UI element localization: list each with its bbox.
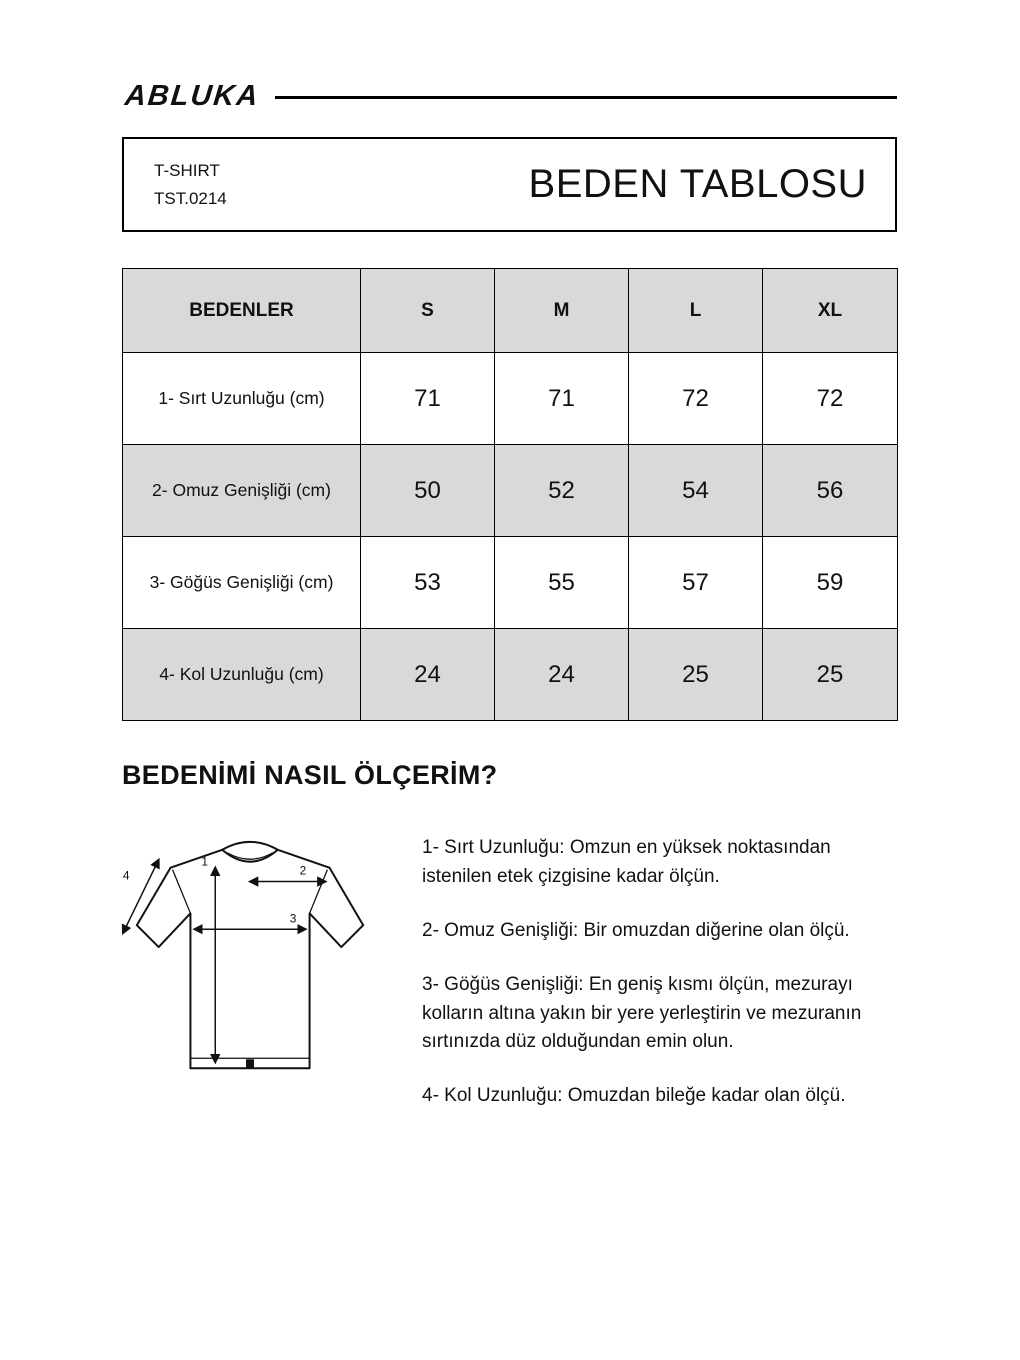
table-row <box>123 629 898 721</box>
header-cell-s: S <box>361 269 495 353</box>
table-row <box>123 445 898 537</box>
title-box <box>122 137 897 232</box>
logo-divider-line <box>275 96 897 99</box>
measurement-label: 2- Omuz Genişliği (cm) <box>123 445 361 537</box>
size-value: 57 <box>629 537 763 629</box>
size-value: 54 <box>629 445 763 537</box>
brand-logo: ABLUKA <box>123 80 262 112</box>
product-info <box>124 157 227 211</box>
size-value: 72 <box>763 353 898 445</box>
size-table <box>122 268 898 721</box>
brand-header <box>125 80 897 113</box>
header-cell-xl: XL <box>763 269 898 353</box>
product-type: T-SHIRT <box>154 161 220 181</box>
measurement-instructions <box>422 834 900 1136</box>
size-value: 71 <box>361 353 495 445</box>
instruction-chest-width: 3- Göğüs Genişliği: En geniş kısmı ölçün, mezurayı kolların altına yakın bir yere yerleştirin ve mezuranın sırtınızda düz olduğundan emin olun. <box>422 973 862 1053</box>
size-value: 59 <box>763 537 898 629</box>
diagram-label-4: 4 <box>122 868 130 883</box>
how-to-heading: BEDENİMİ NASIL ÖLÇERİM? <box>122 760 498 790</box>
size-value: 55 <box>495 537 629 629</box>
table-row <box>123 537 898 629</box>
tshirt-outline <box>137 842 363 1068</box>
size-table-header-row <box>123 269 898 353</box>
size-value: 52 <box>495 445 629 537</box>
size-value: 53 <box>361 537 495 629</box>
measurement-label: 1- Sırt Uzunluğu (cm) <box>123 353 361 445</box>
diagram-label-2: 2 <box>299 863 307 878</box>
header-cell-bedenler: BEDENLER <box>123 269 361 353</box>
tshirt-diagram-svg <box>100 818 400 1096</box>
instruction-back-length: 1- Sırt Uzunluğu: Omzun en yüksek noktasından istenilen etek çizgisine kadar ölçün. <box>422 837 831 887</box>
page-title: BEDEN TABLOSU <box>528 162 867 206</box>
size-value: 72 <box>629 353 763 445</box>
measurement-label: 3- Göğüs Genişliği (cm) <box>123 537 361 629</box>
header-cell-m: M <box>495 269 629 353</box>
table-row <box>123 353 898 445</box>
instruction-shoulder-width: 2- Omuz Genişliği: Bir omuzdan diğerine olan ölçü. <box>422 919 850 941</box>
tshirt-diagram <box>100 818 400 1096</box>
size-value: 24 <box>361 629 495 721</box>
size-value: 24 <box>495 629 629 721</box>
header-cell-l: L <box>629 269 763 353</box>
size-value: 25 <box>629 629 763 721</box>
hem-tag <box>246 1059 254 1068</box>
size-value: 56 <box>763 445 898 537</box>
size-value: 25 <box>763 629 898 721</box>
size-value: 71 <box>495 353 629 445</box>
measurement-label: 4- Kol Uzunluğu (cm) <box>123 629 361 721</box>
instruction-sleeve-length: 4- Kol Uzunluğu: Omuzdan bileğe kadar olan ölçü. <box>422 1085 846 1107</box>
size-value: 50 <box>361 445 495 537</box>
product-code: TST.0214 <box>154 188 227 208</box>
diagram-label-3: 3 <box>289 911 297 926</box>
diagram-label-1: 1 <box>201 854 208 869</box>
